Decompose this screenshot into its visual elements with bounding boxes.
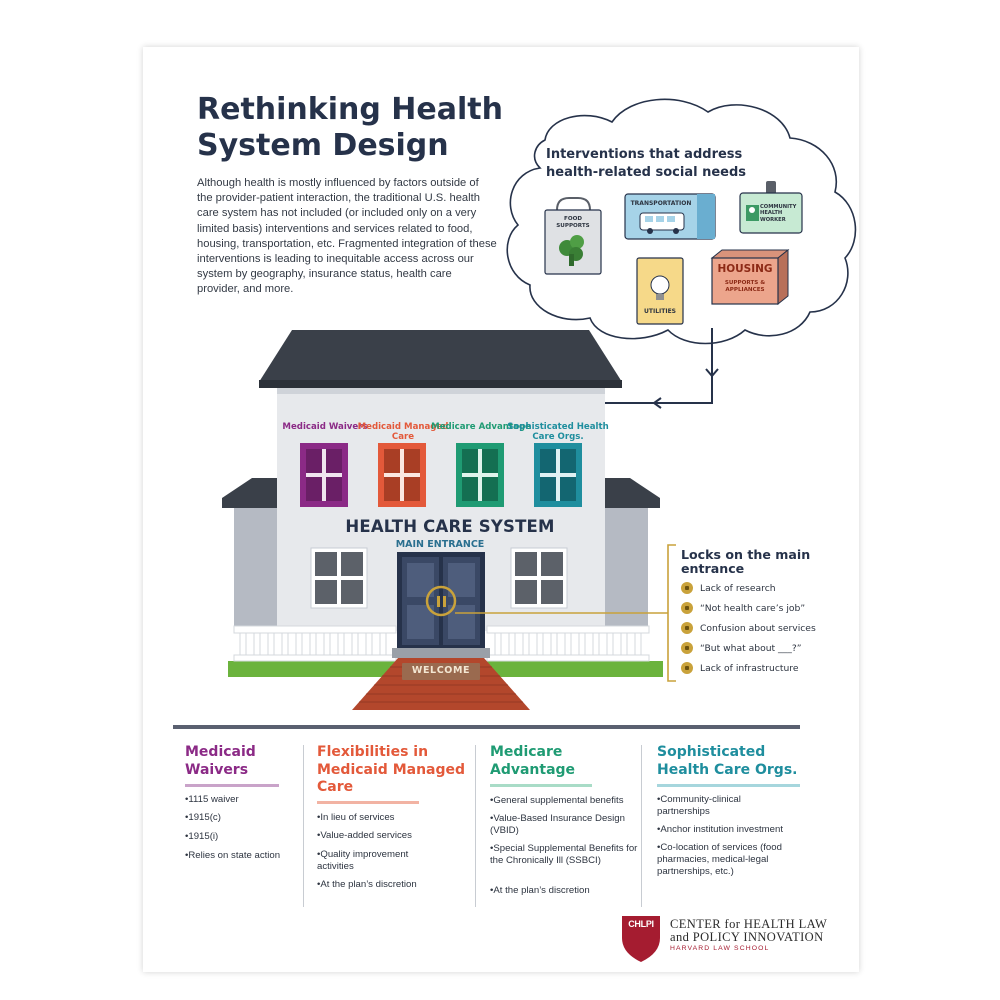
column-underline <box>490 784 592 787</box>
column-underline <box>185 784 279 787</box>
housing-label: HOUSING <box>717 263 773 275</box>
health-care-system-label: HEALTH CARE SYSTEM <box>345 517 555 536</box>
welcome-mat-text: WELCOME <box>411 665 471 676</box>
window-label-medicare-advantage: Medicare Advantage <box>431 422 531 432</box>
transportation-label: TRANSPORTATION <box>630 200 692 207</box>
lock-item: “But what about ___?” <box>681 641 801 655</box>
column-bullet: •1115 waiver <box>185 794 239 805</box>
step <box>392 648 490 658</box>
lock-icon <box>681 582 693 594</box>
section-rule <box>173 725 800 729</box>
housing-sub-label: SUPPORTS & APPLIANCES <box>724 280 766 293</box>
food-supports-icon <box>545 198 601 274</box>
column-title-flexibilities: Flexibilities in Medicaid Managed Care <box>317 744 466 795</box>
column-bullet: •In lieu of services <box>317 812 395 823</box>
column-bullet: •Community-clinical partnerships <box>657 794 741 817</box>
locks-title: Locks on the main entrance <box>681 547 811 576</box>
intro-paragraph: Although health is mostly influenced by factors outside of the provider-patient interaction, the traditional U.S. health care system has not included (or included only on a very limited basis) interventions and services related to food, housing, transportation, etc. Fragmented integration of these interventions is leading to inequitable access across our system by geography, insurance status, health care provider, and more. <box>197 177 497 296</box>
lock-icon <box>681 642 693 654</box>
column-bullet: •At the plan’s discretion <box>317 879 417 890</box>
lock-icon <box>681 662 693 674</box>
window-lower-right <box>511 548 567 608</box>
logo-line-2: and POLICY INNOVATION <box>670 930 824 944</box>
lock-item: Confusion about services <box>681 621 816 635</box>
food-supports-label: FOOD SUPPORTS <box>556 216 590 229</box>
column-bullet: •Value-Based Insurance Design (VBID) <box>490 813 625 836</box>
lock-item: Lack of research <box>681 581 776 595</box>
column-divider <box>641 745 642 907</box>
page-title: Rethinking Health System Design <box>197 92 503 163</box>
column-bullet: •Anchor institution investment <box>657 824 784 835</box>
lock-icon <box>681 602 693 614</box>
column-bullet: •1915(i) <box>185 831 219 842</box>
window-lower-left <box>311 548 367 608</box>
utilities-label: UTILITIES <box>644 308 676 315</box>
window-label-medicaid-waivers: Medicaid Waivers <box>282 422 368 432</box>
logo-line-3: HARVARD LAW SCHOOL <box>670 945 770 952</box>
column-bullet: •Special Supplemental Benefits for the Chronically Ill (SSBCI) <box>490 843 638 866</box>
column-bullet: •Relies on state action <box>185 850 281 861</box>
column-divider <box>303 745 304 907</box>
housing-supports-icon <box>712 250 788 304</box>
chw-label: COMMUNITY HEALTH WORKER <box>760 204 797 223</box>
window-sophisticated-orgs <box>534 443 582 507</box>
cloud-title: Interventions that address health-related social needs <box>546 147 747 180</box>
window-medicaid-managed-care <box>378 443 426 507</box>
window-label-medicaid-managed-care: Medicaid Managed Care <box>357 422 449 442</box>
column-title-medicare-advantage: Medicare Advantage <box>490 744 576 778</box>
lock-item: Lack of infrastructure <box>681 661 799 675</box>
shield-text: CHLPI <box>628 919 654 929</box>
column-bullet: •1915(c) <box>185 812 221 823</box>
lock-item: “Not health care’s job” <box>681 601 805 615</box>
column-bullet: •At the plan’s discretion <box>490 885 590 896</box>
window-medicare-advantage <box>456 443 504 507</box>
lock-icon <box>681 622 693 634</box>
column-bullet: •General supplemental benefits <box>490 795 624 806</box>
column-title-sophisticated-orgs: Sophisticated Health Care Orgs. <box>657 744 798 778</box>
column-underline <box>657 784 800 787</box>
window-medicaid-waivers <box>300 443 348 507</box>
logo-line-1: CENTER for HEALTH LAW <box>670 917 828 931</box>
column-title-medicaid-waivers: Medicaid Waivers <box>185 744 256 778</box>
main-entrance-label: MAIN ENTRANCE <box>395 539 485 550</box>
column-bullet: •Quality improvement activities <box>317 849 409 872</box>
main-door <box>397 552 485 648</box>
window-label-sophisticated-orgs: Sophisticated Health Care Orgs. <box>507 422 609 442</box>
column-underline <box>317 801 419 804</box>
column-bullet: •Co-location of services (food pharmacies, medical-legal partnerships, etc.) <box>657 842 782 877</box>
column-bullet: •Value-added services <box>317 830 412 841</box>
